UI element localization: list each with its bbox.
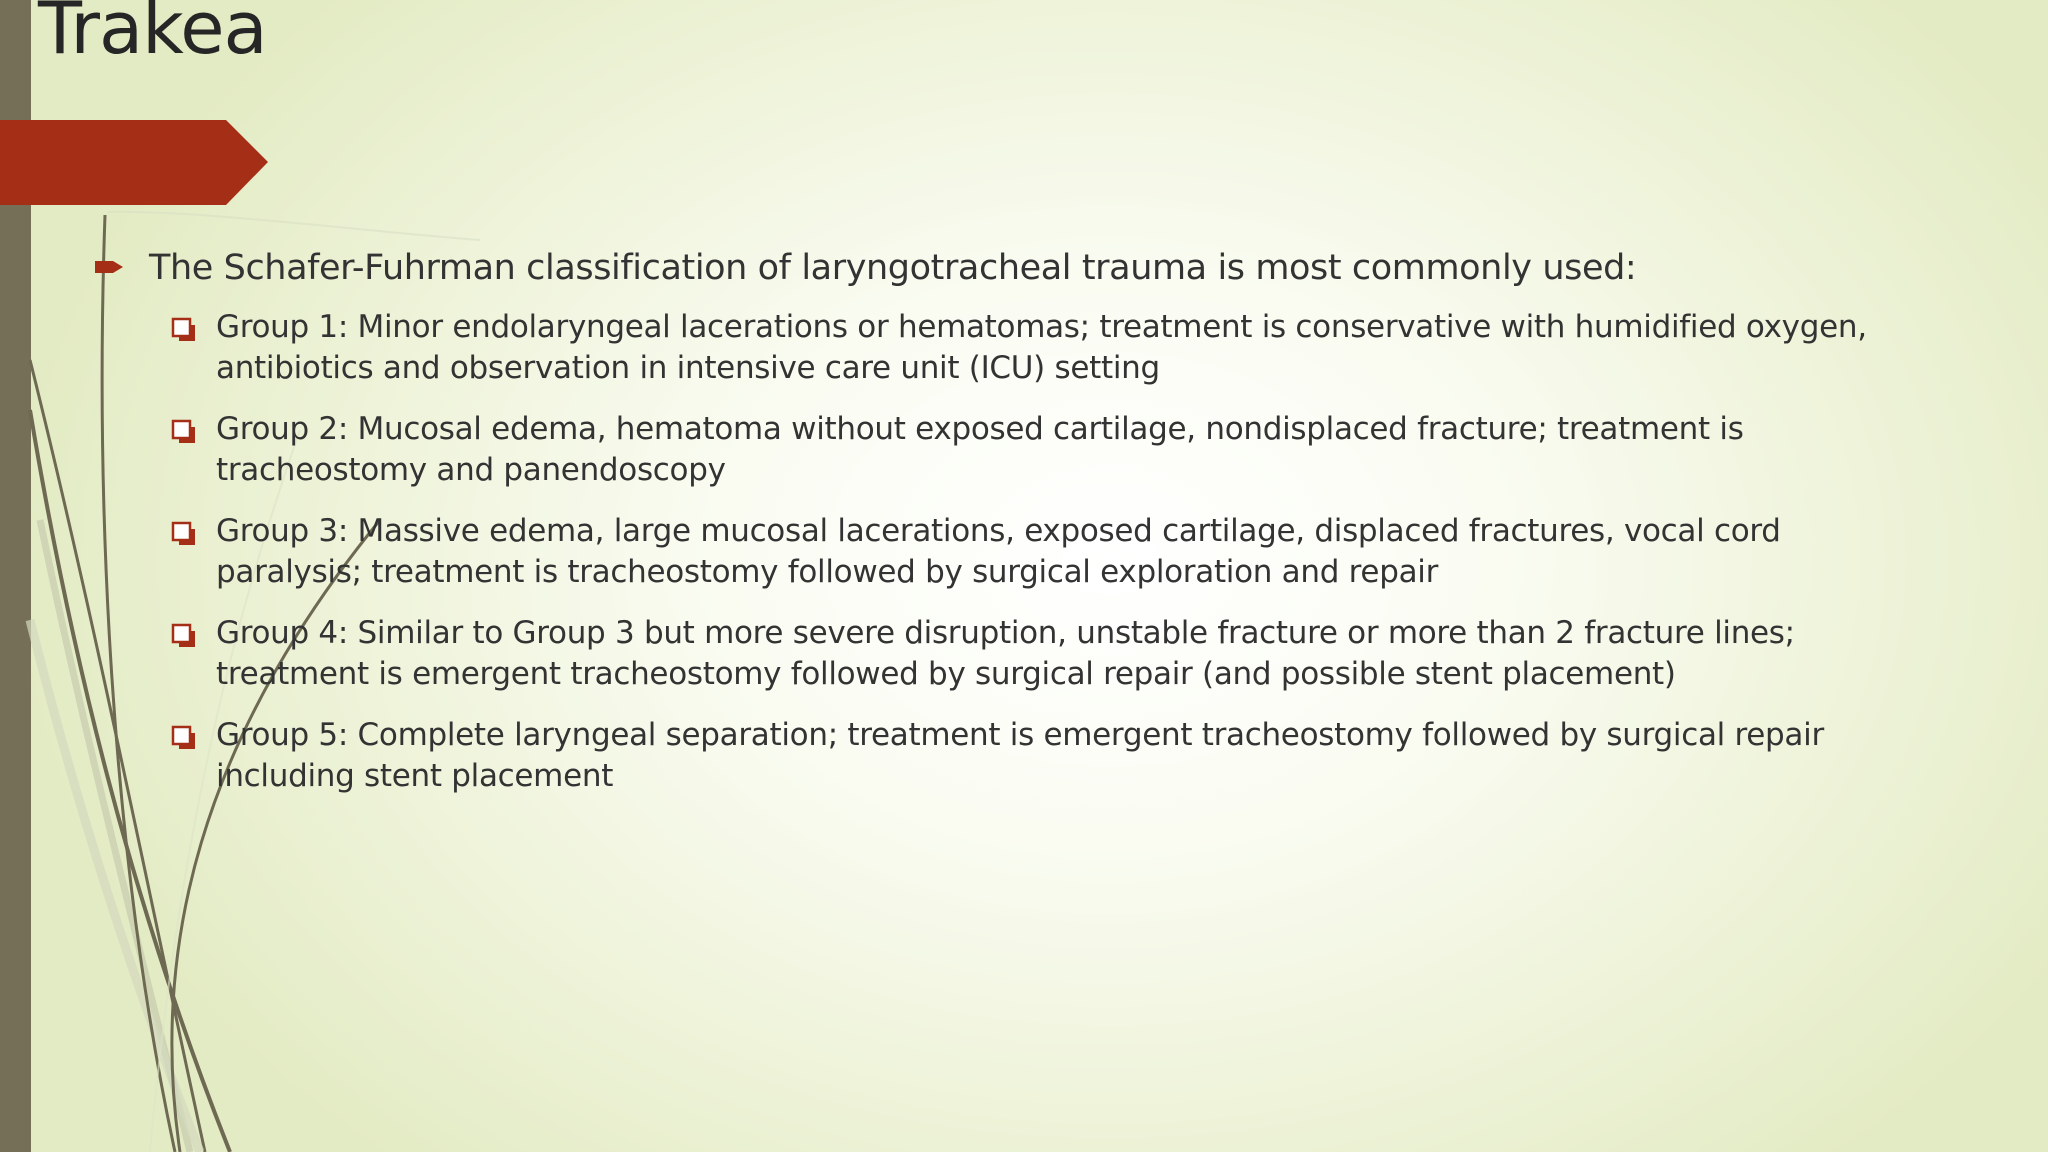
group-text: Group 4: Similar to Group 3 but more severe disruption, unstable fracture or more than 2 fracture lines; treatment is emergent tracheostomy followed by surgical repair (and possible stent placement) <box>216 615 1795 692</box>
slide-title: Trakea <box>38 0 267 70</box>
list-item <box>95 511 1935 593</box>
checkbox-bullet-icon <box>171 317 196 342</box>
checkbox-bullet-icon <box>171 521 196 546</box>
list-item <box>95 409 1935 491</box>
checkbox-bullet-icon <box>171 623 196 648</box>
group-list <box>95 307 1995 797</box>
checkbox-bullet-icon <box>171 419 196 444</box>
group-text: Group 3: Massive edema, large mucosal lacerations, exposed cartilage, displaced fractures, vocal cord paralysis; treatment is tracheostomy followed by surgical exploration and repair <box>216 513 1781 590</box>
arrow-bullet-icon <box>95 259 123 275</box>
group-text: Group 5: Complete laryngeal separation; treatment is emergent tracheostomy followed by surgical repair including stent placement <box>216 717 1824 794</box>
intro-text: The Schafer-Fuhrman classification of laryngotracheal trauma is most commonly used: <box>149 248 1637 288</box>
intro-bullet <box>95 245 1995 291</box>
title-banner-arrow <box>0 120 268 205</box>
group-text: Group 2: Mucosal edema, hematoma without exposed cartilage, nondisplaced fracture; treatment is tracheostomy and panendoscopy <box>216 411 1744 488</box>
list-item <box>95 613 1935 695</box>
checkbox-bullet-icon <box>171 725 196 750</box>
list-item <box>95 715 1935 797</box>
list-item <box>95 307 1935 389</box>
slide-content <box>95 245 1995 817</box>
group-text: Group 1: Minor endolaryngeal lacerations or hematomas; treatment is conservative with humidified oxygen, antibiotics and observation in intensive care unit (ICU) setting <box>216 309 1867 386</box>
